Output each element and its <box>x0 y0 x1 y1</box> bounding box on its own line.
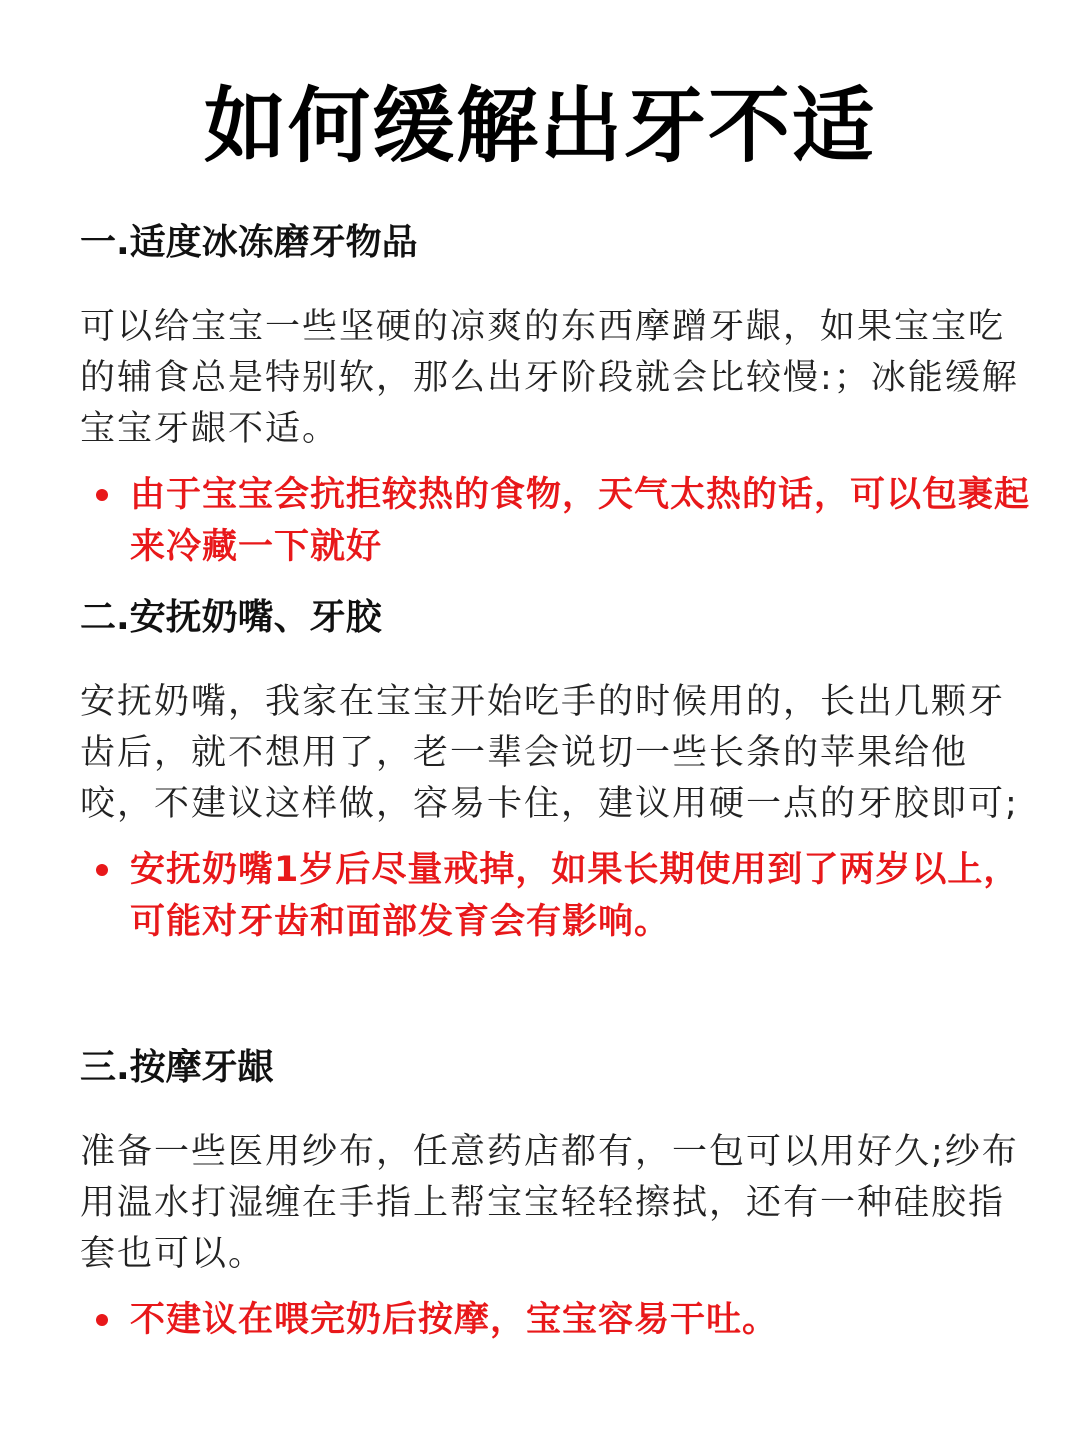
bullet-dot-icon <box>96 864 108 876</box>
section-body: 准备一些医用纱布，任意药店都有，一包可以用好久;纱布用温水打湿缠在手指上帮宝宝轻轻擦拭，还有一种硅胶指套也可以。 <box>80 1132 1019 1274</box>
tip-item <box>80 1294 1030 1346</box>
bullet-dot-icon <box>96 1314 108 1326</box>
tip-item <box>80 844 1030 948</box>
section-pacifier-teether <box>80 593 1030 948</box>
page-title: 如何缓解出牙不适 <box>203 79 876 174</box>
section-gum-massage <box>80 1043 1030 1346</box>
tip-text: 安抚奶嘴1岁后尽量戒掉，如果长期使用到了两岁以上，可能对牙齿和面部发育会有影响。 <box>130 850 1020 942</box>
section-heading: 三.按摩牙龈 <box>80 1047 274 1088</box>
section-body: 安抚奶嘴，我家在宝宝开始吃手的时候用的，长出几颗牙齿后，就不想用了，老一辈会说切一些长条的苹果给他咬，不建议这样做，容易卡住，建议用硬一点的牙胶即可; <box>80 682 1019 824</box>
section-body: 可以给宝宝一些坚硬的凉爽的东西摩蹭牙龈，如果宝宝吃的辅食总是特别软，那么出牙阶段就会比较慢:；冰能缓解宝宝牙龈不适。 <box>80 307 1019 449</box>
tip-text: 不建议在喂完奶后按摩，宝宝容易干吐。 <box>130 1300 779 1340</box>
tip-text: 由于宝宝会抗拒较热的食物，天气太热的话，可以包裹起来冷藏一下就好 <box>130 475 1031 567</box>
section-heading: 一.适度冰冻磨牙物品 <box>80 222 418 263</box>
tip-item <box>80 469 1030 573</box>
bullet-dot-icon <box>96 489 108 501</box>
section-ice-teething <box>80 218 1030 573</box>
section-heading: 二.安抚奶嘴、牙胶 <box>80 597 382 638</box>
